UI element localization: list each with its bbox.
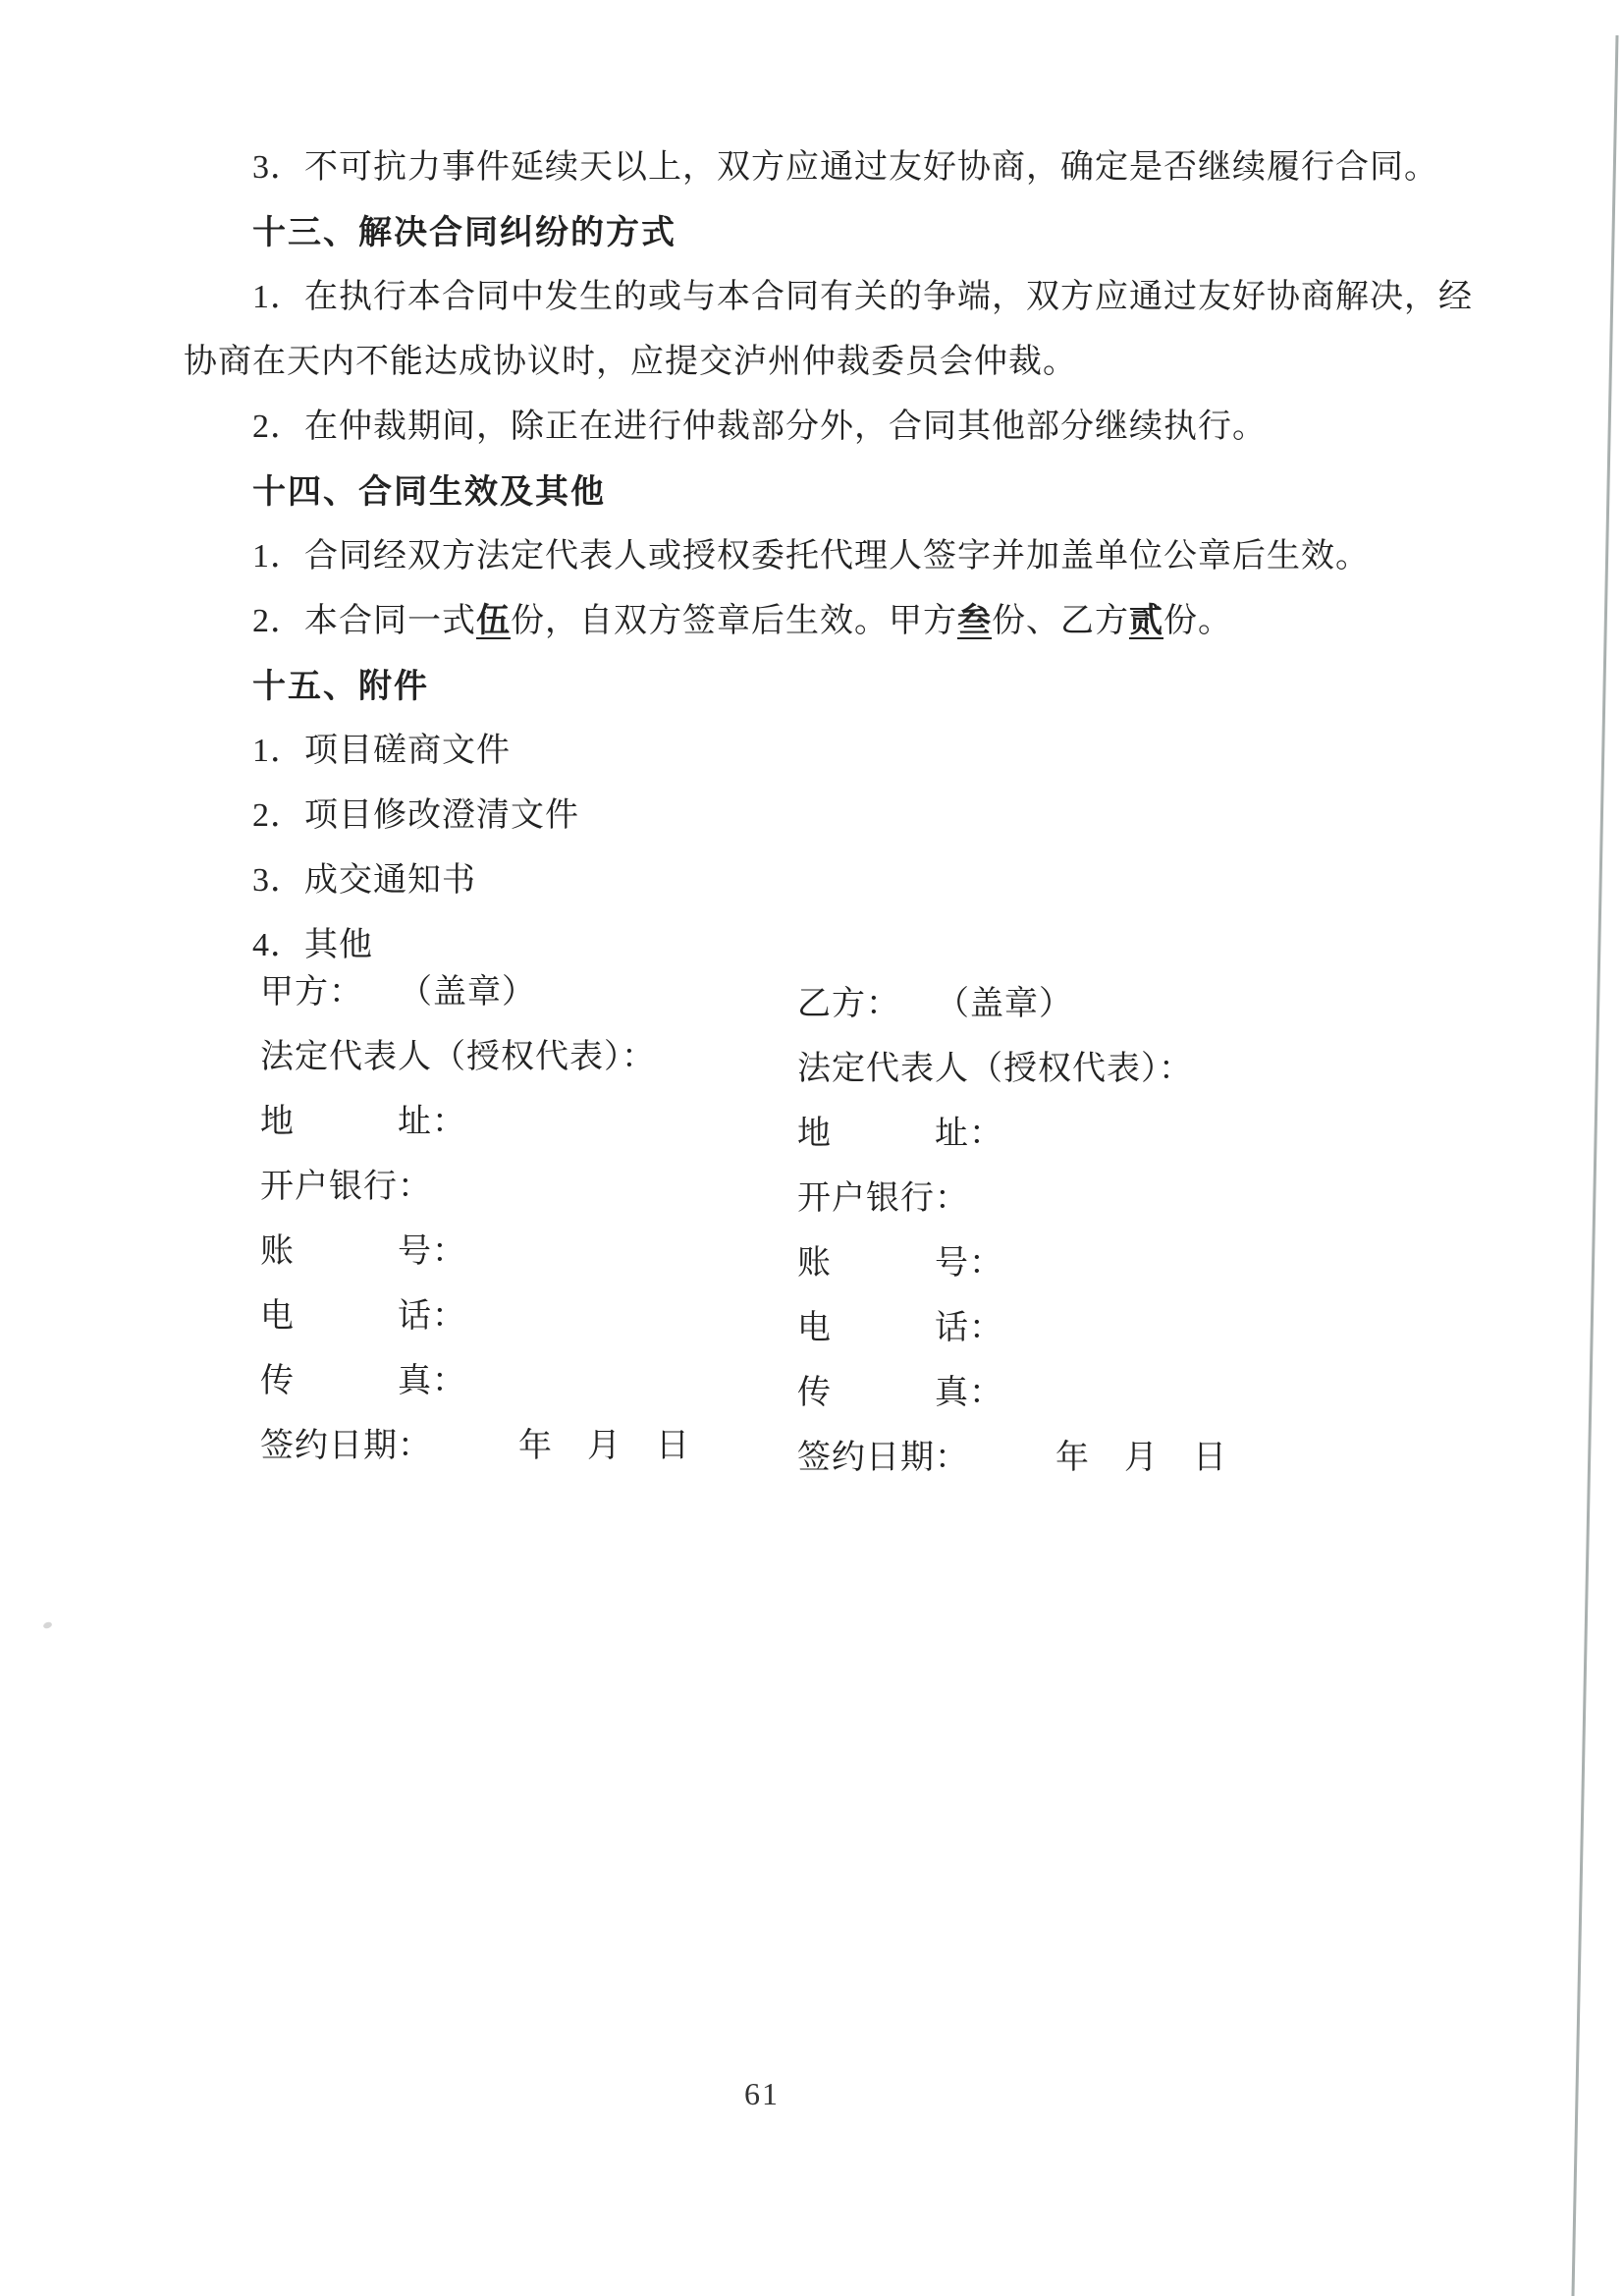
attachment-item-2: 2．项目修改澄清文件 bbox=[252, 797, 579, 834]
clause-14-2-seg-6: 份。 bbox=[1163, 603, 1232, 639]
clause-14-2-copies-party-b: 贰 bbox=[1129, 603, 1163, 639]
party-b-bank-label: 开户银行： bbox=[797, 1180, 969, 1217]
page-number: 61 bbox=[744, 2076, 780, 2111]
clause-13-2: 2．在仲裁期间，除正在进行仲裁部分外，合同其他部分继续执行。 bbox=[252, 409, 1267, 445]
party-b-account-label: 账 号： bbox=[797, 1245, 1003, 1282]
clause-14-2-copies-total: 伍 bbox=[476, 603, 511, 639]
party-a-bank-label: 开户银行： bbox=[260, 1169, 432, 1205]
attachment-item-4: 4．其他 bbox=[252, 927, 373, 963]
heading-section-15: 十五、附件 bbox=[252, 668, 429, 705]
party-b-signature-block bbox=[797, 972, 1406, 1491]
contract-body bbox=[184, 136, 1473, 978]
heading-section-14: 十四、合同生效及其他 bbox=[252, 473, 606, 511]
clause-13-1-line1: 1．在执行本合同中发生的或与本合同有关的争端，双方应通过友好协商解决，经 bbox=[252, 279, 1473, 315]
attachment-item-3: 3．成交通知书 bbox=[252, 862, 476, 899]
heading-section-13: 十三、解决合同纠纷的方式 bbox=[252, 214, 676, 251]
party-a-signature-block bbox=[260, 960, 869, 1479]
party-a-fax-label: 传 真： bbox=[260, 1363, 466, 1399]
party-a-phone-label: 电 话： bbox=[260, 1298, 466, 1335]
clause-force-majeure-3: 3．不可抗力事件延续天以上，双方应通过友好协商，确定是否继续履行合同。 bbox=[252, 149, 1438, 186]
party-a-address-label: 地 址： bbox=[260, 1104, 466, 1140]
party-a-account-label: 账 号： bbox=[260, 1233, 466, 1270]
clause-14-2-seg-2: 份，自双方签章后生效。甲方 bbox=[511, 603, 957, 639]
party-a-sign-date-label: 签约日期： 年 月 日 bbox=[260, 1428, 690, 1464]
party-a-representative-label: 法定代表人（授权代表）： bbox=[260, 1039, 656, 1075]
party-a-seal-line: 甲方： （盖章） bbox=[260, 974, 536, 1011]
clause-14-1: 1．合同经双方法定代表人或授权委托代理人签字并加盖单位公章后生效。 bbox=[252, 538, 1370, 574]
party-b-phone-label: 电 话： bbox=[797, 1310, 1003, 1346]
attachment-item-1: 1．项目磋商文件 bbox=[252, 733, 511, 769]
party-b-fax-label: 传 真： bbox=[797, 1375, 1003, 1411]
clause-14-2 bbox=[184, 589, 1421, 654]
party-b-seal-line: 乙方： （盖章） bbox=[797, 986, 1073, 1022]
clause-14-2-seg-4: 份、乙方 bbox=[992, 603, 1129, 639]
party-b-address-label: 地 址： bbox=[797, 1116, 1003, 1152]
party-b-representative-label: 法定代表人（授权代表）： bbox=[797, 1051, 1193, 1087]
scan-speck-artifact bbox=[42, 1621, 53, 1630]
clause-14-2-copies-party-a: 叁 bbox=[957, 603, 992, 639]
clause-14-2-seg-0: 2．本合同一式 bbox=[252, 603, 476, 639]
party-b-sign-date-label: 签约日期： 年 月 日 bbox=[797, 1440, 1227, 1476]
clause-13-1-line2: 协商在天内不能达成协议时，应提交泸州仲裁委员会仲裁。 bbox=[184, 344, 1077, 380]
